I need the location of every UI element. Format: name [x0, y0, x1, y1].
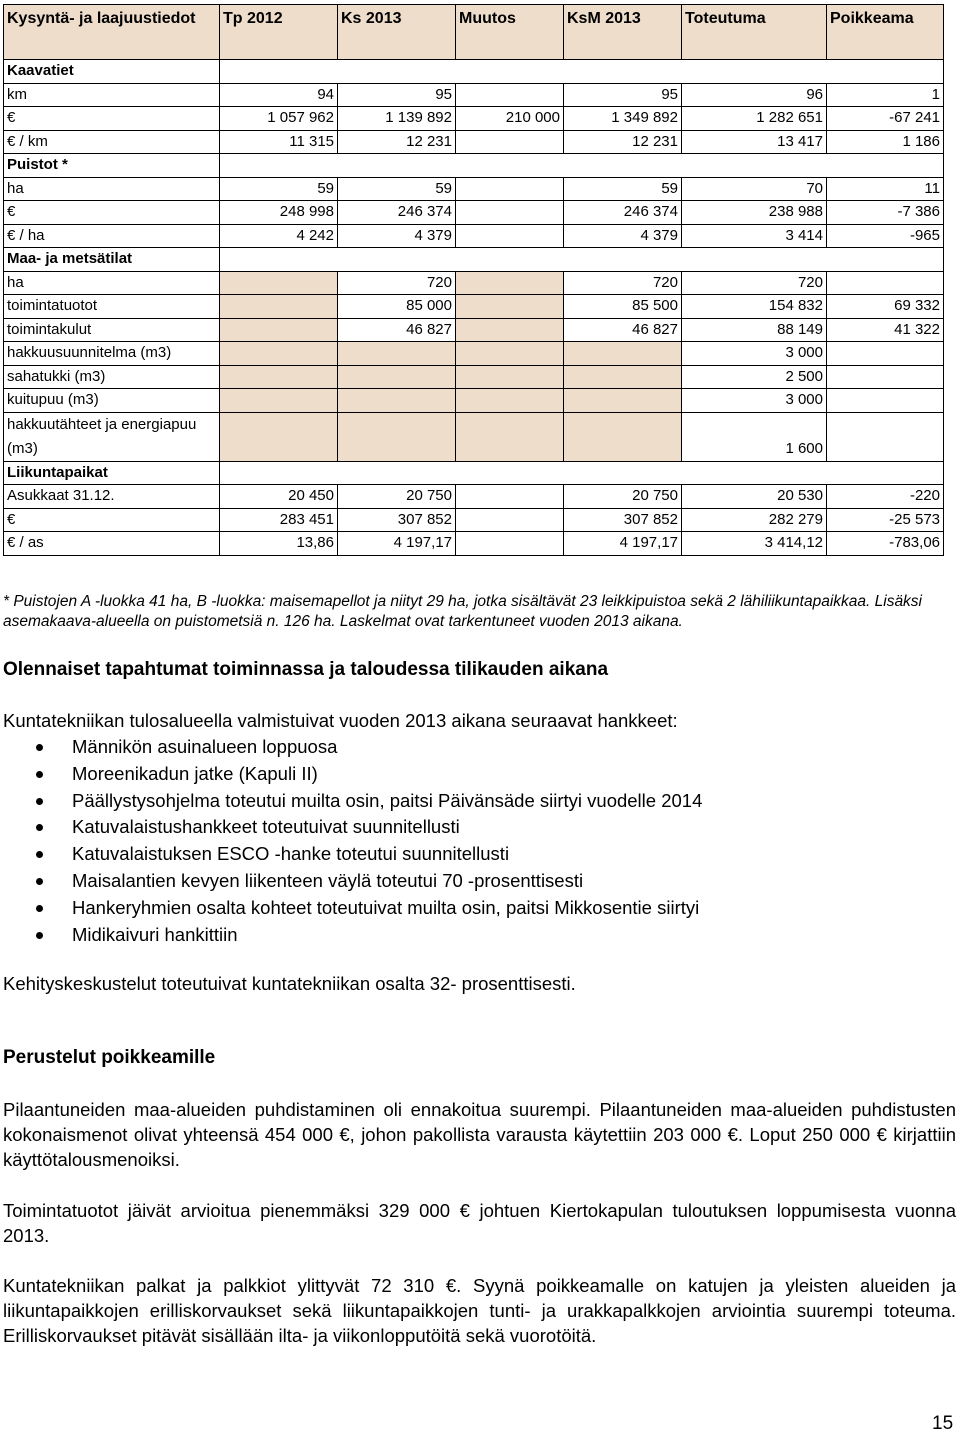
list-item — [36, 788, 702, 815]
table-row — [4, 532, 944, 556]
row-label: toimintatuotot — [4, 295, 220, 319]
list-item-text: Maisalantien kevyen liikenteen väylä toteutui 70 -prosenttisesti — [72, 869, 584, 891]
table-cell — [456, 271, 564, 295]
row-label: ha — [4, 177, 220, 201]
row-label: kuitupuu (m3) — [4, 389, 220, 413]
table-cell: 94 — [220, 83, 338, 107]
table-cell — [456, 177, 564, 201]
table-cell — [220, 412, 338, 461]
list-item — [36, 734, 702, 761]
table-cell: 307 852 — [564, 508, 682, 532]
table-cell: 2 500 — [682, 365, 827, 389]
table-cell — [220, 295, 338, 319]
table-cell: 154 832 — [682, 295, 827, 319]
table-cell — [456, 224, 564, 248]
column-header: Kysyntä- ja laajuustiedot — [4, 5, 220, 60]
closing-text: Kehityskeskustelut toteutuivat kuntatekniikan osalta 32- prosenttisesti. — [3, 973, 576, 994]
column-header: Poikkeama — [827, 5, 944, 60]
table-cell: 4 197,17 — [564, 532, 682, 556]
table-section-row — [4, 461, 944, 485]
table-cell: 85 000 — [338, 295, 456, 319]
table-cell: 20 750 — [564, 485, 682, 509]
list-item-text: Päällystysohjelma toteutui muilta osin, paitsi Päivänsäde siirtyi vuodelle 2014 — [72, 789, 703, 811]
table-cell: 238 988 — [682, 201, 827, 225]
section-label: Kaavatiet — [4, 60, 220, 84]
bullet-icon — [36, 851, 43, 858]
list-item — [36, 841, 702, 868]
table-cell: 1 139 892 — [338, 107, 456, 131]
table-cell — [456, 365, 564, 389]
column-header: KsM 2013 — [564, 5, 682, 60]
section-spacer — [220, 461, 944, 485]
table-cell: 210 000 — [456, 107, 564, 131]
row-label: € — [4, 201, 220, 225]
list-item — [36, 895, 702, 922]
table-cell: 59 — [220, 177, 338, 201]
section-heading-deviations: Perustelut poikkeamille — [3, 1047, 216, 1068]
table-cell: -25 573 — [827, 508, 944, 532]
list-item-text: Midikaivuri hankittiin — [72, 923, 238, 945]
table-row — [4, 412, 944, 461]
table-cell: 4 379 — [338, 224, 456, 248]
table-cell: 20 750 — [338, 485, 456, 509]
table-cell: 1 282 651 — [682, 107, 827, 131]
table-cell — [827, 412, 944, 461]
list-item-text: Katuvalaistuksen ESCO -hanke toteutui suunnitellusti — [72, 843, 510, 865]
table-cell — [456, 389, 564, 413]
deviation-paragraph-2: Toimintatuotot jäivät arvioitua pienemmäksi 329 000 € johtuen Kiertokapulan tuloutuksen loppumisesta vuonna 2013. — [3, 1200, 956, 1246]
row-label: € / as — [4, 532, 220, 556]
list-item-text: Hankeryhmien osalta kohteet toteutuivat muilta osin, paitsi Mikkosentie siirtyi — [72, 896, 700, 918]
section-label: Maa- ja metsätilat — [4, 248, 220, 272]
deviation-paragraph-3: Kuntatekniikan palkat ja palkkiot ylittyvät 72 310 €. Syynä poikkeamalle on katujen ja yleisten alueiden ja liikuntapaikkojen erilliskorvaukset sekä liikuntapaikkojen tunti- ja urakkapalkkojen arviointia suurempi toteuma. Erilliskorvaukset pitävät sisällään ilta- ja viikonlopputöitä sekä vuorotöitä. — [3, 1275, 956, 1346]
statistics-table — [3, 4, 944, 556]
table-cell: 46 827 — [564, 318, 682, 342]
table-cell — [456, 318, 564, 342]
row-label: € / ha — [4, 224, 220, 248]
table-cell: 282 279 — [682, 508, 827, 532]
page-number: 15 — [932, 1413, 954, 1434]
bullet-icon — [36, 932, 43, 939]
row-label: € — [4, 508, 220, 532]
table-cell — [456, 130, 564, 154]
table-cell — [827, 342, 944, 366]
bullet-icon — [36, 878, 43, 885]
table-cell: 85 500 — [564, 295, 682, 319]
table-cell — [338, 412, 456, 461]
table-cell — [456, 485, 564, 509]
section-spacer — [220, 60, 944, 84]
intro-text: Kuntatekniikan tulosalueella valmistuivat vuoden 2013 aikana seuraavat hankkeet: — [3, 710, 678, 731]
table-cell: 307 852 — [338, 508, 456, 532]
table-cell: 3 414,12 — [682, 532, 827, 556]
table-cell: 248 998 — [220, 201, 338, 225]
table-cell: 3 000 — [682, 389, 827, 413]
row-label: Asukkaat 31.12. — [4, 485, 220, 509]
table-row — [4, 485, 944, 509]
table-cell — [220, 271, 338, 295]
project-list — [36, 734, 702, 948]
table-cell — [564, 389, 682, 413]
table-row — [4, 365, 944, 389]
list-item-text: Moreenikadun jatke (Kapuli II) — [72, 762, 318, 784]
table-cell — [220, 389, 338, 413]
table-cell: 3 414 — [682, 224, 827, 248]
table-cell — [338, 365, 456, 389]
row-label: hakkuutähteet ja energiapuu (m3) — [4, 412, 220, 461]
list-item — [36, 814, 702, 841]
table-cell: 1 600 — [682, 412, 827, 461]
bullet-icon — [36, 905, 43, 912]
table-cell — [456, 295, 564, 319]
table-row — [4, 295, 944, 319]
table-cell: 720 — [338, 271, 456, 295]
list-item — [36, 922, 702, 949]
list-item — [36, 761, 702, 788]
table-cell: -965 — [827, 224, 944, 248]
column-header: Muutos — [456, 5, 564, 60]
bullet-icon — [36, 771, 43, 778]
table-cell: 11 315 — [220, 130, 338, 154]
table-cell: 1 057 962 — [220, 107, 338, 131]
table-footnote: * Puistojen A -luokka 41 ha, B -luokka: maisemapellot ja niityt 29 ha, jotka sisältävät 23 leikkipuistoa sekä 2 lähiliikuntapaikkaa. Lisäksi asemakaava-alueella on puistometsiä n. 126 ha. Laskelmat ovat tarkentuneet vuoden 2013 aikana. — [3, 593, 923, 630]
list-item-text: Katuvalaistushankkeet toteutuivat suunnitellusti — [72, 816, 460, 838]
table-cell: 4 197,17 — [338, 532, 456, 556]
section-heading-events: Olennaiset tapahtumat toiminnassa ja taloudessa tilikauden aikana — [3, 659, 609, 680]
table-cell — [827, 271, 944, 295]
table-cell — [456, 83, 564, 107]
table-cell: 720 — [682, 271, 827, 295]
bullet-icon — [36, 824, 43, 831]
deviation-paragraph-1: Pilaantuneiden maa-alueiden puhdistaminen oli ennakoitua suurempi. Pilaantuneiden maa-alueiden puhdistusten kokonaismenot olivat yhteensä 454 000 €, johon pakollista varausta käytettiin 203 000 €. Loput 250 000 € kirjattiin käyttötalousmenoiksi. — [3, 1099, 956, 1170]
table-cell: 96 — [682, 83, 827, 107]
row-label: € — [4, 107, 220, 131]
row-label: sahatukki (m3) — [4, 365, 220, 389]
table-cell: 720 — [564, 271, 682, 295]
table-cell: 12 231 — [338, 130, 456, 154]
section-label: Liikuntapaikat — [4, 461, 220, 485]
table-cell: 13,86 — [220, 532, 338, 556]
table-cell: 46 827 — [338, 318, 456, 342]
row-label: km — [4, 83, 220, 107]
section-spacer — [220, 154, 944, 178]
table-row — [4, 107, 944, 131]
section-spacer — [220, 248, 944, 272]
table-cell — [338, 389, 456, 413]
table-cell — [220, 342, 338, 366]
table-row — [4, 201, 944, 225]
table-cell — [456, 412, 564, 461]
table-row — [4, 389, 944, 413]
table-cell: 283 451 — [220, 508, 338, 532]
table-cell: 95 — [564, 83, 682, 107]
table-cell: 4 242 — [220, 224, 338, 248]
column-header: Tp 2012 — [220, 5, 338, 60]
table-cell — [220, 365, 338, 389]
row-label: € / km — [4, 130, 220, 154]
table-cell — [564, 365, 682, 389]
table-row — [4, 318, 944, 342]
table-cell — [456, 201, 564, 225]
table-row — [4, 130, 944, 154]
table-cell: 41 322 — [827, 318, 944, 342]
table-cell: 12 231 — [564, 130, 682, 154]
table-cell: 59 — [564, 177, 682, 201]
table-row — [4, 224, 944, 248]
table-cell — [564, 342, 682, 366]
table-row — [4, 177, 944, 201]
table-cell: 246 374 — [338, 201, 456, 225]
table-cell: 59 — [338, 177, 456, 201]
table-cell: 13 417 — [682, 130, 827, 154]
table-row — [4, 271, 944, 295]
table-header-row — [4, 5, 944, 60]
table-cell: 11 — [827, 177, 944, 201]
row-label: toimintakulut — [4, 318, 220, 342]
table-cell — [338, 342, 456, 366]
table-cell — [827, 365, 944, 389]
table-cell: 20 450 — [220, 485, 338, 509]
table-cell: -220 — [827, 485, 944, 509]
table-cell — [827, 389, 944, 413]
table-cell: 1 186 — [827, 130, 944, 154]
table-cell: 1 — [827, 83, 944, 107]
table-section-row — [4, 248, 944, 272]
row-label: ha — [4, 271, 220, 295]
row-label: hakkuusuunnitelma (m3) — [4, 342, 220, 366]
table-section-row — [4, 60, 944, 84]
table-cell — [564, 412, 682, 461]
table-cell — [456, 342, 564, 366]
table-cell: 4 379 — [564, 224, 682, 248]
table-cell — [456, 532, 564, 556]
table-cell — [220, 318, 338, 342]
table-cell — [456, 508, 564, 532]
section-label: Puistot * — [4, 154, 220, 178]
bullet-icon — [36, 744, 43, 751]
table-section-row — [4, 154, 944, 178]
table-cell: 20 530 — [682, 485, 827, 509]
column-header: Ks 2013 — [338, 5, 456, 60]
bullet-icon — [36, 798, 43, 805]
table-cell: -783,06 — [827, 532, 944, 556]
table-row — [4, 83, 944, 107]
table-row — [4, 342, 944, 366]
table-cell: 88 149 — [682, 318, 827, 342]
list-item-text: Männikön asuinalueen loppuosa — [72, 736, 338, 757]
column-header: Toteutuma — [682, 5, 827, 60]
table-cell: 69 332 — [827, 295, 944, 319]
list-item — [36, 868, 702, 895]
table-cell: 3 000 — [682, 342, 827, 366]
table-cell: 246 374 — [564, 201, 682, 225]
table-cell: 70 — [682, 177, 827, 201]
table-cell: 1 349 892 — [564, 107, 682, 131]
table-cell: -67 241 — [827, 107, 944, 131]
table-row — [4, 508, 944, 532]
table-cell: 95 — [338, 83, 456, 107]
table-cell: -7 386 — [827, 201, 944, 225]
